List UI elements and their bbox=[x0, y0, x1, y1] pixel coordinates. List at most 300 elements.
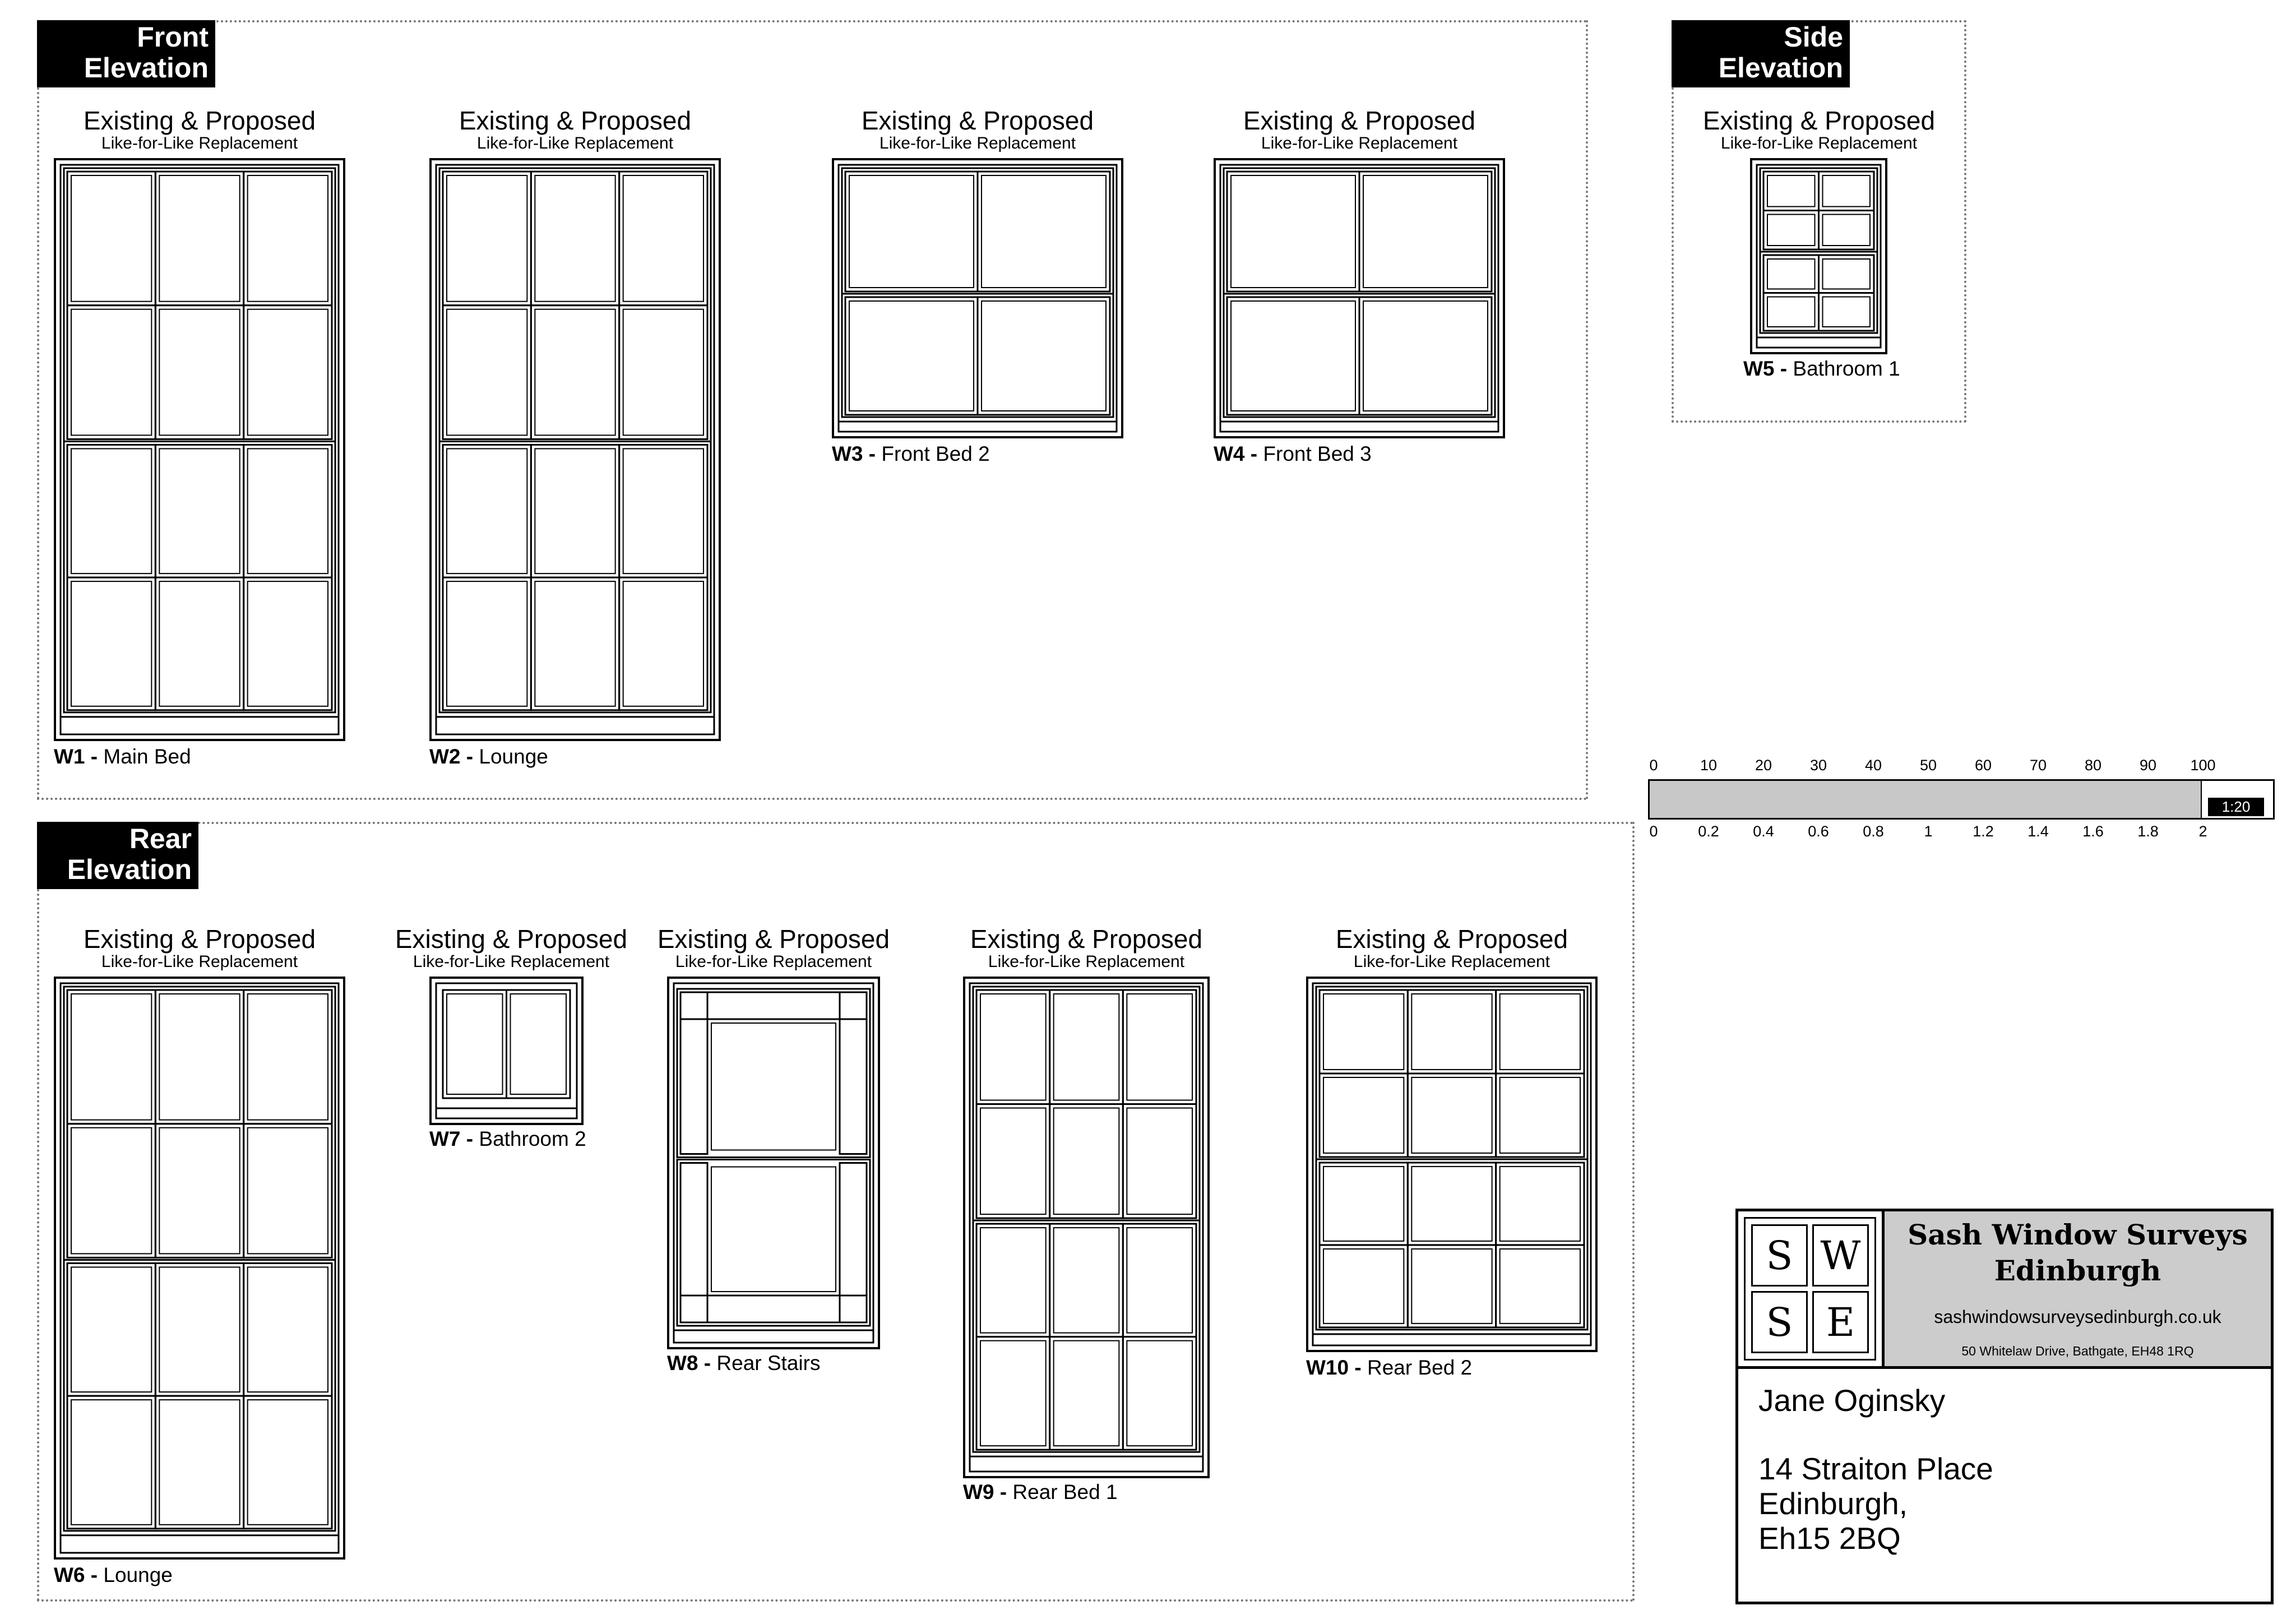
glass-pane-inner bbox=[1823, 297, 1871, 327]
glass-pane-inner bbox=[1054, 994, 1119, 1100]
window-elevation-drawing bbox=[429, 977, 584, 1125]
logo-cell bbox=[1812, 1224, 1869, 1287]
rear-elevation-badge bbox=[37, 822, 198, 889]
scale-label-top: 100 bbox=[2190, 757, 2216, 774]
glass-pane bbox=[1819, 255, 1874, 293]
glass-pane bbox=[619, 172, 707, 306]
glass-pane bbox=[1123, 990, 1196, 1104]
window-room: Bathroom 2 bbox=[479, 1127, 586, 1150]
window-subcaption: Like-for-Like Replacement bbox=[879, 134, 1076, 152]
glass-pane bbox=[244, 1124, 332, 1258]
glass-pane bbox=[155, 990, 243, 1124]
window-elevation-drawing bbox=[1750, 158, 1887, 354]
scale-label-top: 50 bbox=[1919, 757, 1937, 774]
glass-pane bbox=[1408, 1245, 1496, 1327]
glass-pane bbox=[443, 990, 507, 1098]
window-inner-frame bbox=[61, 165, 339, 734]
window-outer-frame bbox=[1307, 978, 1596, 1351]
company-website: sashwindowsurveysedinburgh.co.uk bbox=[1934, 1307, 2221, 1327]
scale-label-bottom: 1 bbox=[1924, 823, 1933, 840]
margin-light bbox=[840, 1296, 867, 1322]
glass-pane bbox=[244, 1263, 332, 1396]
glass-pane-inner bbox=[71, 1400, 151, 1525]
window-room: Lounge bbox=[103, 1563, 173, 1586]
window-caption: Existing & Proposed bbox=[657, 924, 890, 954]
glass-pane bbox=[978, 297, 1110, 415]
glass-pane bbox=[155, 445, 243, 577]
glass-pane-inner bbox=[447, 994, 503, 1094]
front-elevation-title-line1: Front bbox=[137, 21, 209, 53]
window-w10 bbox=[1289, 925, 1614, 1385]
glass-pane-inner bbox=[535, 581, 615, 706]
glass-pane-inner bbox=[1323, 1077, 1404, 1153]
window-w6 bbox=[37, 925, 362, 1592]
window-w5 bbox=[1693, 107, 1945, 387]
margin-light bbox=[681, 992, 707, 1019]
window-w4 bbox=[1197, 107, 1522, 476]
glass-pane-inner bbox=[1411, 1077, 1492, 1153]
scale-label-top: 0 bbox=[1649, 757, 1658, 774]
window-sill bbox=[1220, 422, 1498, 432]
glass-pane-inner bbox=[159, 175, 239, 302]
glass-pane-inner bbox=[711, 1023, 836, 1150]
glass-pane bbox=[1320, 1245, 1408, 1327]
glass-pane bbox=[1227, 172, 1359, 292]
window-outer-frame bbox=[55, 159, 344, 740]
window-sill bbox=[436, 717, 714, 734]
glass-pane bbox=[1359, 172, 1492, 292]
glass-pane-inner bbox=[1500, 994, 1580, 1070]
window-w7 bbox=[388, 925, 635, 1160]
window-room: Rear Bed 2 bbox=[1367, 1356, 1473, 1379]
window-subcaption: Like-for-Like Replacement bbox=[988, 952, 1185, 971]
window-sill bbox=[674, 1330, 873, 1343]
glass-pane-inner bbox=[1127, 1108, 1192, 1215]
glass-pane bbox=[1763, 211, 1819, 250]
glass-pane bbox=[978, 172, 1110, 292]
glass-pane-inner bbox=[1767, 297, 1815, 327]
glass-pane-inner bbox=[159, 994, 239, 1120]
glass-pane bbox=[1123, 1337, 1196, 1450]
side-elevation-badge bbox=[1672, 20, 1850, 87]
window-room: Lounge bbox=[479, 745, 548, 768]
glass-pane bbox=[531, 577, 619, 710]
window-label bbox=[54, 746, 191, 768]
customer-name: Jane Oginsky bbox=[1758, 1383, 1946, 1418]
scale-label-top: 40 bbox=[1864, 757, 1882, 774]
company-name bbox=[1885, 1217, 2271, 1289]
glass-pane bbox=[1819, 172, 1874, 211]
glass-pane bbox=[67, 1263, 155, 1396]
glass-pane-inner bbox=[982, 301, 1106, 411]
glass-pane-inner bbox=[535, 309, 615, 436]
glass-pane-inner bbox=[1823, 259, 1871, 289]
scale-label-bottom: 0.4 bbox=[1753, 823, 1774, 840]
glass-pane-inner bbox=[1323, 994, 1404, 1070]
glass-pane bbox=[155, 1124, 243, 1258]
scale-label-top: 60 bbox=[1974, 757, 1992, 774]
glass-pane bbox=[244, 990, 332, 1124]
glass-pane-inner bbox=[248, 581, 328, 706]
glass-pane bbox=[1408, 1074, 1496, 1157]
glass-pane bbox=[619, 306, 707, 439]
glass-pane-inner bbox=[71, 581, 151, 706]
glass-pane-inner bbox=[1323, 1249, 1404, 1324]
window-label bbox=[832, 443, 990, 465]
glass-pane bbox=[531, 172, 619, 306]
scale-label-bottom: 0.8 bbox=[1863, 823, 1884, 840]
scale-bar-graphic bbox=[1648, 779, 2275, 820]
margin-light bbox=[681, 1163, 707, 1296]
window-code: W2 - bbox=[429, 745, 474, 768]
glass-pane-inner bbox=[159, 309, 239, 436]
margin-light bbox=[707, 1296, 840, 1322]
scale-top-labels bbox=[1648, 757, 2281, 776]
glass-pane-inner bbox=[1767, 215, 1815, 246]
side-elevation-title-line1: Side bbox=[1784, 21, 1843, 53]
glass-pane bbox=[155, 172, 243, 306]
scale-label-bottom: 2 bbox=[2198, 823, 2207, 840]
glass-pane bbox=[1123, 1104, 1196, 1219]
window-subcaption: Like-for-Like Replacement bbox=[1353, 952, 1550, 971]
upper-sash bbox=[677, 989, 870, 1158]
window-subcaption: Like-for-Like Replacement bbox=[413, 952, 610, 971]
glass-pane bbox=[1496, 1245, 1584, 1327]
glass-pane bbox=[443, 306, 531, 439]
scale-label-bottom: 0 bbox=[1649, 823, 1658, 840]
lower-sash bbox=[677, 1160, 870, 1326]
glass-pane-inner bbox=[1767, 175, 1815, 207]
logo-letter: W bbox=[1820, 1232, 1861, 1279]
company-address: 50 Whitelaw Drive, Bathgate, EH48 1RQ bbox=[1961, 1344, 2194, 1358]
company-panel bbox=[1882, 1211, 2271, 1366]
company-name-line1: Sash Window Surveys bbox=[1908, 1218, 2248, 1251]
window-outer-frame bbox=[430, 159, 720, 740]
glass-pane-inner bbox=[1127, 994, 1192, 1100]
window-sill bbox=[436, 1108, 577, 1118]
scale-label-bottom: 1.6 bbox=[2082, 823, 2104, 840]
glass-pane bbox=[619, 445, 707, 577]
glass-pane-inner bbox=[248, 309, 328, 436]
glass-pane-inner bbox=[1500, 1167, 1580, 1241]
glass-pane-inner bbox=[71, 309, 151, 436]
margin-light bbox=[840, 992, 867, 1019]
window-caption: Existing & Proposed bbox=[1243, 106, 1476, 135]
window-w1 bbox=[37, 107, 362, 774]
glass-pane-inner bbox=[623, 309, 703, 436]
glass-pane-inner bbox=[71, 1267, 151, 1392]
window-sill bbox=[1313, 1334, 1591, 1345]
window-code: W8 - bbox=[667, 1352, 711, 1375]
glass-pane-inner bbox=[1500, 1249, 1580, 1324]
front-elevation-badge bbox=[37, 20, 215, 87]
glass-pane-inner bbox=[1054, 1228, 1119, 1333]
glass-pane bbox=[845, 297, 978, 415]
glass-pane bbox=[155, 1263, 243, 1396]
glass-pane bbox=[845, 172, 978, 292]
window-label bbox=[963, 1481, 1118, 1503]
glass-pane-inner bbox=[980, 1228, 1046, 1333]
window-label bbox=[1743, 358, 1900, 380]
window-label bbox=[54, 1564, 173, 1586]
glass-pane-inner bbox=[535, 448, 615, 573]
window-w2 bbox=[413, 107, 738, 774]
window-label bbox=[429, 746, 548, 768]
logo-cell bbox=[1751, 1291, 1808, 1353]
scale-label-top: 70 bbox=[2029, 757, 2047, 774]
glass-pane bbox=[67, 1396, 155, 1529]
glass-pane bbox=[1496, 1163, 1584, 1245]
window-code: W10 - bbox=[1306, 1356, 1362, 1379]
window-caption: Existing & Proposed bbox=[861, 106, 1094, 135]
glass-pane bbox=[1227, 297, 1359, 415]
glass-pane-inner bbox=[623, 581, 703, 706]
glass-pane bbox=[443, 577, 531, 710]
glass-pane-inner bbox=[1767, 259, 1815, 289]
logo-grid bbox=[1751, 1224, 1869, 1353]
glass-pane bbox=[976, 1224, 1050, 1337]
window-sill bbox=[1757, 337, 1881, 348]
glass-pane-inner bbox=[980, 1341, 1046, 1446]
window-elevation-drawing bbox=[1306, 977, 1598, 1352]
window-room: Bathroom 1 bbox=[1793, 357, 1900, 380]
glass-pane-inner bbox=[511, 994, 567, 1094]
window-elevation-drawing bbox=[963, 977, 1210, 1478]
glass-pane bbox=[1408, 1163, 1496, 1245]
window-caption: Existing & Proposed bbox=[395, 924, 628, 954]
scale-ratio-box bbox=[2208, 798, 2264, 816]
glass-pane bbox=[1819, 211, 1874, 250]
window-code: W3 - bbox=[832, 442, 876, 465]
glass-pane bbox=[1050, 1104, 1123, 1219]
customer-address-line1: 14 Straiton Place bbox=[1758, 1451, 1993, 1486]
glass-pane bbox=[443, 445, 531, 577]
scale-label-top: 90 bbox=[2139, 757, 2157, 774]
glass-pane bbox=[244, 172, 332, 306]
window-w3 bbox=[815, 107, 1140, 476]
company-name-line2: Edinburgh bbox=[1994, 1254, 2161, 1287]
glass-pane bbox=[1496, 990, 1584, 1074]
scale-label-bottom: 0.6 bbox=[1808, 823, 1829, 840]
glass-pane bbox=[1359, 297, 1492, 415]
glass-pane bbox=[67, 306, 155, 439]
customer-address-line3: Eh15 2BQ bbox=[1758, 1521, 1901, 1556]
glass-pane-inner bbox=[248, 1267, 328, 1392]
window-code: W7 - bbox=[429, 1127, 474, 1150]
window-sill bbox=[839, 422, 1117, 432]
glass-pane bbox=[244, 1396, 332, 1529]
window-label bbox=[1306, 1357, 1472, 1379]
glass-pane-inner bbox=[248, 1400, 328, 1525]
glass-pane-inner bbox=[159, 1267, 239, 1392]
glass-pane bbox=[443, 172, 531, 306]
glass-pane-inner bbox=[71, 448, 151, 573]
window-outer-frame bbox=[55, 978, 344, 1558]
window-label bbox=[1214, 443, 1372, 465]
glass-pane-inner bbox=[71, 994, 151, 1120]
glass-pane bbox=[67, 445, 155, 577]
window-subcaption: Like-for-Like Replacement bbox=[476, 134, 674, 152]
glass-pane bbox=[1050, 1337, 1123, 1450]
window-w9 bbox=[946, 925, 1226, 1514]
glass-pane-inner bbox=[535, 175, 615, 302]
glass-pane-inner bbox=[447, 448, 527, 573]
window-code: W5 - bbox=[1743, 357, 1788, 380]
glass-pane-inner bbox=[1127, 1228, 1192, 1333]
glass-pane bbox=[976, 1337, 1050, 1450]
scale-label-top: 20 bbox=[1755, 757, 1772, 774]
margin-light bbox=[681, 1019, 707, 1154]
window-label bbox=[667, 1352, 820, 1375]
glass-pane bbox=[619, 577, 707, 710]
window-code: W9 - bbox=[963, 1480, 1007, 1503]
glass-pane bbox=[155, 1396, 243, 1529]
logo-letter: S bbox=[1766, 1232, 1793, 1279]
window-sill bbox=[970, 1456, 1203, 1472]
glass-pane-inner bbox=[1823, 175, 1871, 207]
glass-pane-inner bbox=[248, 448, 328, 573]
glass-pane-inner bbox=[248, 175, 328, 302]
window-inner-frame bbox=[1313, 983, 1591, 1345]
glass-pane bbox=[155, 306, 243, 439]
window-w8 bbox=[650, 925, 897, 1385]
glass-pane-inner bbox=[1411, 994, 1492, 1070]
window-caption: Existing & Proposed bbox=[1702, 106, 1936, 135]
logo-letter: S bbox=[1766, 1299, 1793, 1345]
glass-pane bbox=[244, 577, 332, 710]
glass-pane-inner bbox=[1127, 1341, 1192, 1446]
glass-pane bbox=[1763, 293, 1819, 331]
scale-ratio: 1:20 bbox=[2221, 798, 2251, 815]
glass-pane bbox=[1320, 1074, 1408, 1157]
window-caption: Existing & Proposed bbox=[459, 106, 692, 135]
window-caption: Existing & Proposed bbox=[83, 106, 316, 135]
glass-pane-inner bbox=[623, 448, 703, 573]
rear-elevation-title-line2: Elevation bbox=[67, 854, 192, 885]
scale-label-bottom: 1.2 bbox=[1973, 823, 1994, 840]
glass-pane bbox=[67, 1124, 155, 1258]
window-subcaption: Like-for-Like Replacement bbox=[1720, 134, 1918, 152]
glass-pane bbox=[507, 990, 571, 1098]
rear-elevation-title-line1: Rear bbox=[129, 823, 192, 854]
logo-cell bbox=[1751, 1224, 1808, 1287]
glass-pane bbox=[531, 445, 619, 577]
glass-pane bbox=[1050, 1224, 1123, 1337]
company-logo bbox=[1744, 1217, 1876, 1361]
glass-pane bbox=[1763, 255, 1819, 293]
window-elevation-drawing bbox=[54, 158, 345, 741]
glass-pane-inner bbox=[159, 448, 239, 573]
scale-label-bottom: 1.8 bbox=[2137, 823, 2159, 840]
margin-light bbox=[707, 992, 840, 1019]
scale-bottom-labels bbox=[1648, 823, 2281, 842]
window-elevation-drawing bbox=[1214, 158, 1505, 438]
glass-pane-inner bbox=[71, 1128, 151, 1254]
glass-pane-inner bbox=[248, 994, 328, 1120]
glass-pane-inner bbox=[623, 175, 703, 302]
title-block-divider bbox=[1738, 1366, 2271, 1369]
glass-pane-inner bbox=[980, 994, 1046, 1100]
scale-bar-checker bbox=[1650, 781, 2202, 818]
glass-pane-inner bbox=[1231, 301, 1355, 411]
glass-pane-inner bbox=[159, 581, 239, 706]
window-subcaption: Like-for-Like Replacement bbox=[1261, 134, 1458, 152]
glass-pane-inner bbox=[447, 175, 527, 302]
glass-pane-inner bbox=[1054, 1341, 1119, 1446]
glass-pane-inner bbox=[159, 1128, 239, 1254]
glass-pane-inner bbox=[1500, 1077, 1580, 1153]
glass-pane-inner bbox=[71, 175, 151, 302]
window-subcaption: Like-for-Like Replacement bbox=[101, 952, 298, 971]
window-sill bbox=[61, 717, 339, 734]
glass-pane-inner bbox=[1411, 1249, 1492, 1324]
window-inner-frame bbox=[61, 983, 339, 1553]
scale-label-bottom: 1.4 bbox=[2027, 823, 2049, 840]
glass-pane-inner bbox=[849, 301, 974, 411]
glass-pane bbox=[1763, 172, 1819, 211]
side-elevation-title-line2: Elevation bbox=[1718, 52, 1843, 84]
window-elevation-drawing bbox=[54, 977, 345, 1560]
glass-pane-inner bbox=[447, 581, 527, 706]
window-subcaption: Like-for-Like Replacement bbox=[101, 134, 298, 152]
glass-pane bbox=[976, 1104, 1050, 1219]
glass-pane bbox=[244, 445, 332, 577]
title-block bbox=[1735, 1209, 2274, 1604]
window-room: Main Bed bbox=[103, 745, 191, 768]
window-inner-frame bbox=[436, 165, 714, 734]
window-elevation-drawing bbox=[429, 158, 721, 741]
scale-label-top: 10 bbox=[1700, 757, 1718, 774]
glass-pane bbox=[1320, 990, 1408, 1074]
window-code: W1 - bbox=[54, 745, 98, 768]
window-room: Front Bed 3 bbox=[1263, 442, 1372, 465]
glass-pane bbox=[976, 990, 1050, 1104]
glass-pane-inner bbox=[159, 1400, 239, 1525]
glass-pane bbox=[1320, 1163, 1408, 1245]
glass-pane bbox=[155, 577, 243, 710]
window-code: W4 - bbox=[1214, 442, 1258, 465]
window-room: Rear Bed 1 bbox=[1012, 1480, 1118, 1503]
glass-pane-inner bbox=[1823, 215, 1871, 246]
glass-pane bbox=[67, 172, 155, 306]
glass-pane-inner bbox=[1231, 175, 1355, 288]
window-caption: Existing & Proposed bbox=[970, 924, 1203, 954]
window-caption: Existing & Proposed bbox=[83, 924, 316, 954]
window-caption: Existing & Proposed bbox=[1335, 924, 1568, 954]
glass-pane bbox=[1050, 990, 1123, 1104]
glass-pane-inner bbox=[849, 175, 974, 288]
glass-pane bbox=[1123, 1224, 1196, 1337]
logo-letter: E bbox=[1826, 1299, 1855, 1345]
window-sill bbox=[61, 1535, 339, 1553]
margin-light bbox=[840, 1163, 867, 1296]
margin-light bbox=[840, 1019, 867, 1154]
window-subcaption: Like-for-Like Replacement bbox=[675, 952, 872, 971]
glass-pane bbox=[244, 306, 332, 439]
glass-pane-inner bbox=[248, 1128, 328, 1254]
scale-label-top: 30 bbox=[1809, 757, 1827, 774]
window-label bbox=[429, 1128, 586, 1150]
logo-cell bbox=[1812, 1291, 1869, 1353]
glass-pane-inner bbox=[711, 1167, 836, 1292]
scale-label-top: 80 bbox=[2084, 757, 2102, 774]
glass-pane-inner bbox=[980, 1108, 1046, 1215]
glass-pane-inner bbox=[1323, 1167, 1404, 1241]
glass-pane-inner bbox=[1411, 1167, 1492, 1241]
scale-label-bottom: 0.2 bbox=[1698, 823, 1719, 840]
glass-pane bbox=[1819, 293, 1874, 331]
window-room: Front Bed 2 bbox=[881, 442, 990, 465]
